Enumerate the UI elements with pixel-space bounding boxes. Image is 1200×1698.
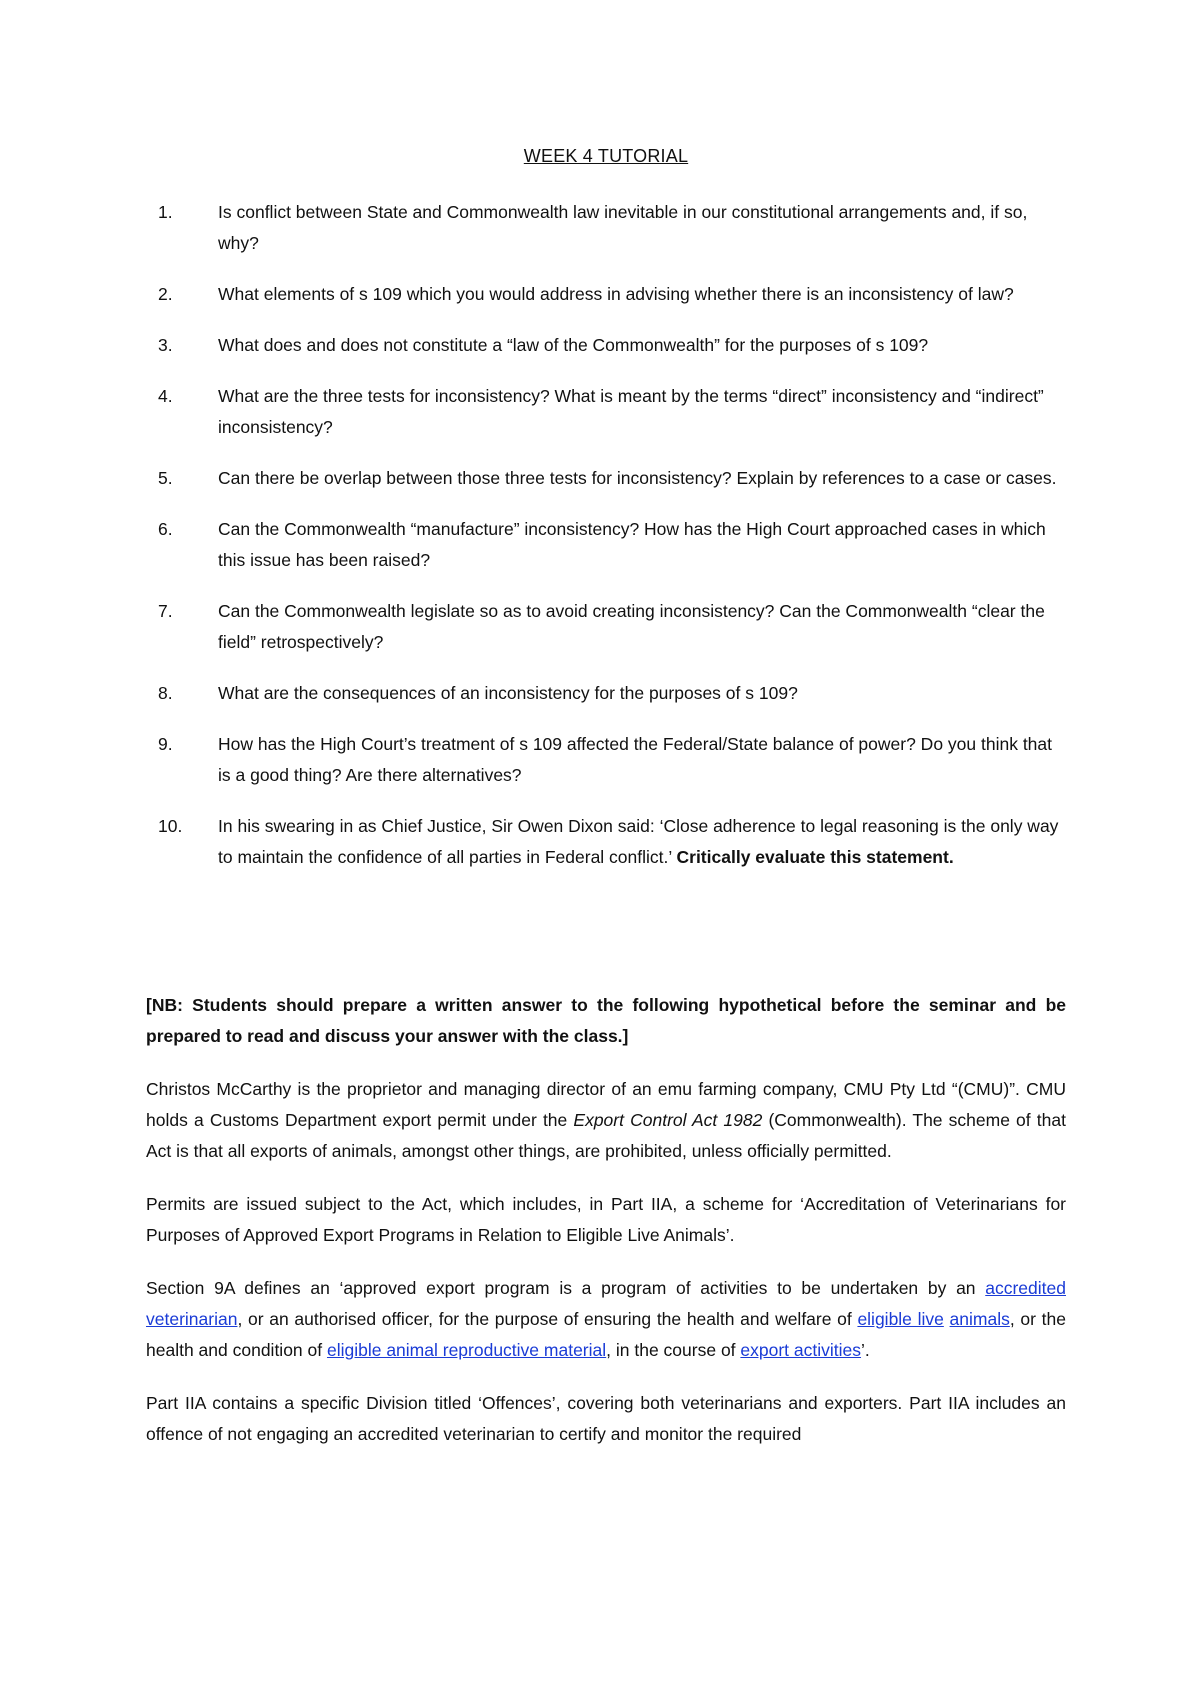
question-number: 2. [158,284,173,304]
paragraph-1 [146,1074,1066,1167]
paragraph-2: Permits are issued subject to the Act, which includes, in Part IIA, a scheme for ‘Accreditation of Veterinarians for Purposes of Approved Export Programs in Relation to Eligible Live Animals’. [146,1194,1066,1245]
eligible-live-link[interactable]: eligible live [857,1309,944,1329]
question-item [146,463,1066,494]
paragraph-3-text-b: , or an authorised officer, for the purpose of ensuring the health and welfare of [237,1309,858,1329]
question-item [146,197,1066,259]
question-item [146,514,1066,576]
question-text: Can the Commonwealth “manufacture” inconsistency? How has the High Court approached cases in which this issue has been raised? [218,519,1046,570]
question-item [146,811,1066,873]
page-title: WEEK 4 TUTORIAL [523,146,689,166]
hypothetical-section [146,990,1066,1472]
export-activities-link[interactable]: export activities [740,1340,862,1360]
question-number: 3. [158,335,173,355]
question-text: What are the consequences of an inconsistency for the purposes of s 109? [218,683,798,703]
question-text: How has the High Court’s treatment of s 109 affected the Federal/State balance of power? Do you think that is a good thing? Are there alternatives? [218,734,1053,785]
animals-link[interactable]: animals [949,1309,1010,1329]
question-number: 6. [158,519,173,539]
accredited-veterinarian-link[interactable]: accredited veterinarian [146,1278,1066,1329]
paragraph-3-text-d: , or the health and condition of [146,1309,1066,1360]
question-number: 10. [158,816,183,836]
paragraph-1-text-a: Christos McCarthy is the proprietor and managing director of an emu farming company, CMU Pty Ltd “(CMU)”. CMU holds a Customs Department export permit under the [146,1079,1066,1130]
question-number: 9. [158,734,173,754]
question-text: What elements of s 109 which you would address in advising whether there is an inconsistency of law? [218,284,1014,304]
paragraph-3-text-e: , in the course of [606,1340,741,1360]
question-item [146,381,1066,443]
question-item [146,678,1066,709]
question-item [146,330,1066,361]
question-number: 5. [158,468,173,488]
question-number: 8. [158,683,173,703]
eligible-animal-reproductive-material-link[interactable]: eligible animal reproductive material [326,1340,607,1360]
question-text: Is conflict between State and Commonwealth law inevitable in our constitutional arrangements and, if so, why? [218,202,1028,253]
paragraph-4: Part IIA contains a specific Division titled ‘Offences’, covering both veterinarians and exporters. Part IIA includes an offence of not engaging an accredited veterinarian to certify and monitor the required [146,1393,1066,1444]
question-number: 1. [158,202,173,222]
paragraph-3 [146,1273,1066,1366]
question-item [146,596,1066,658]
question-text: In his swearing in as Chief Justice, Sir Owen Dixon said: ‘Close adherence to legal reasoning is the only way to maintain the confidence of all parties in Federal conflict.’ [218,816,1059,867]
paragraph-3-text-a: Section 9A defines an ‘approved export program is a program of activities to be undertaken by an [146,1278,986,1298]
question-text: What are the three tests for inconsistency? What is meant by the terms “direct” inconsistency and “indirect” inconsistency? [218,386,1044,437]
question-text: Can the Commonwealth legislate so as to avoid creating inconsistency? Can the Commonwealth “clear the field” retrospectively? [218,601,1045,652]
question-item [146,279,1066,310]
paragraph-1-text-b: (Commonwealth). The scheme of that Act is that all exports of animals, amongst other things, are prohibited, unless officially permitted. [146,1110,1066,1161]
act-title: Export Control Act 1982 [573,1110,763,1130]
question-text: What does and does not constitute a “law of the Commonwealth” for the purposes of s 109? [218,335,929,355]
question-item [146,729,1066,791]
paragraph-3-text-f: ’. [861,1340,870,1360]
nb-note: [NB: Students should prepare a written answer to the following hypothetical before the seminar and be prepared to read and discuss your answer with the class.] [146,995,1066,1046]
question-number: 7. [158,601,173,621]
question-list [146,197,1066,893]
question-text: Can there be overlap between those three tests for inconsistency? Explain by references to a case or cases. [218,468,1057,488]
question-emphasis: Critically evaluate this statement. [676,847,954,867]
question-number: 4. [158,386,173,406]
